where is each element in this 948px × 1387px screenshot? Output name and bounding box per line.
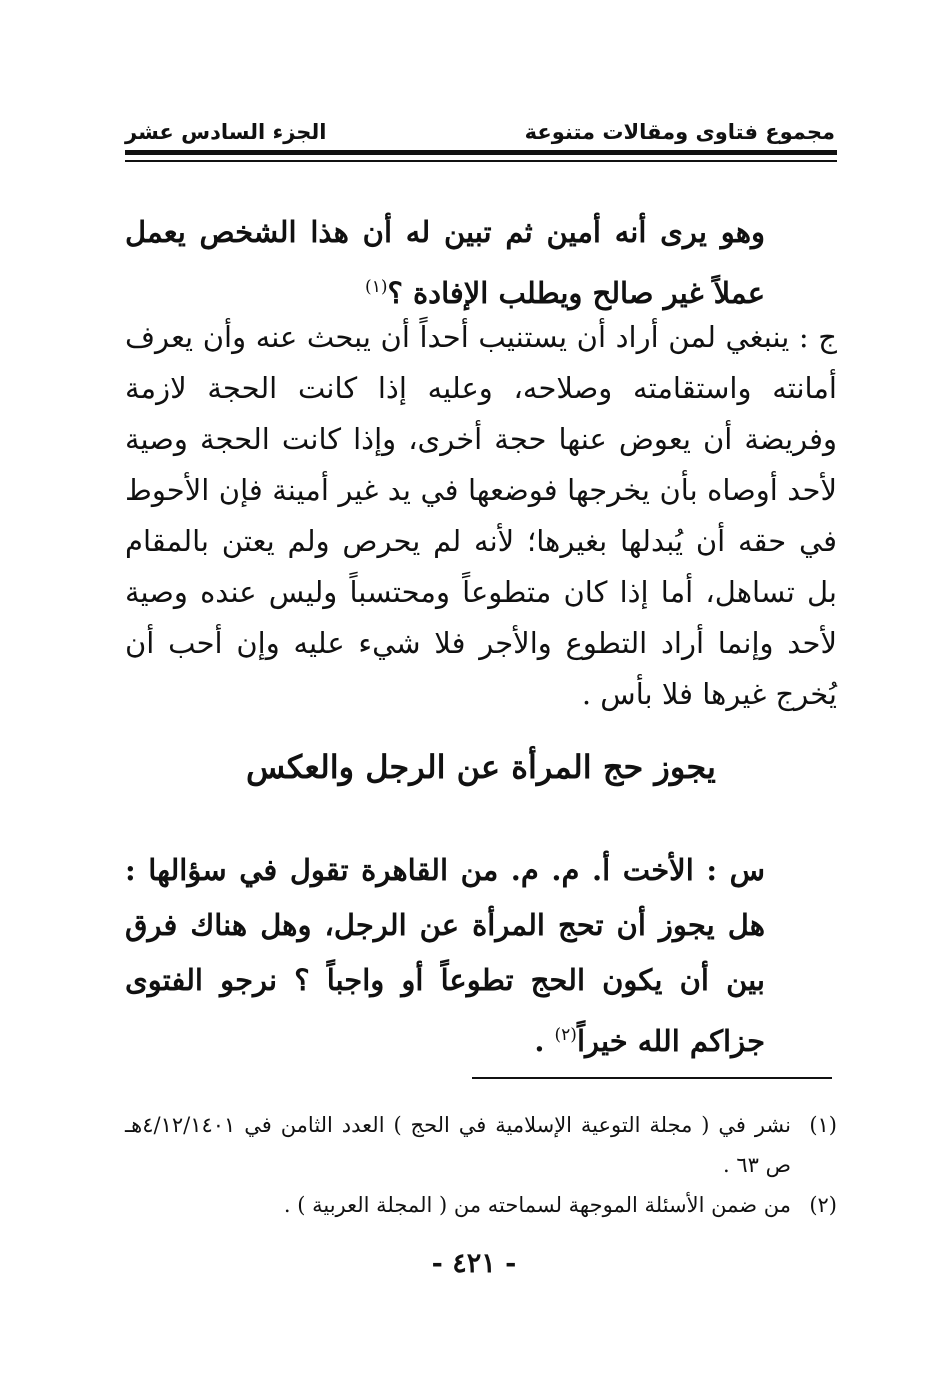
footnote-ref-1: (١) bbox=[365, 277, 388, 297]
footnotes bbox=[125, 1105, 837, 1225]
page-number: - ٤٢١ - bbox=[431, 1248, 517, 1279]
book-title: مجموع فتاوى ومقالات متنوعة bbox=[524, 120, 835, 144]
answer-1-text: ج : ينبغي لمن أراد أن يستنيب أحداً أن يبحث عنه وأن يعرف أمانته واستقامته وصلاحه، وعليه إذا كانت الحجة لازمة وفريضة أن يعوض عنها حجة أخرى، وإذا كانت الحجة وصية لأحد أوصاه بأن يخرجها فوضعها في يد غير أمينة فإن الأحوط في حقه أن يُبدلها بغيرها؛ لأنه لم يحرص ولم يعتن بالمقام بل تساهل، أما إذا كان متطوعاً ومحتسباً وليس عنده وصية لأحد وإنما أراد التطوع والأجر فلا شيء عليه وإن أحب أن يُخرج غيرها فلا بأس . bbox=[125, 320, 837, 711]
footnote-2-text: من ضمن الأسئلة الموجهة لسماحته من ( المجلة العربية ) . bbox=[283, 1193, 791, 1217]
question-2-end: . bbox=[534, 1024, 555, 1058]
volume-label: الجزء السادس عشر bbox=[125, 120, 327, 144]
footnote-separator bbox=[472, 1077, 832, 1079]
footnote-1-number: (١) bbox=[809, 1113, 837, 1137]
section-title: يجوز حج المرأة عن الرجل والعكس bbox=[246, 748, 716, 786]
page-header bbox=[125, 112, 835, 144]
answer-1 bbox=[125, 312, 837, 720]
question-1-text: وهو يرى أنه أمين ثم تبين له أن هذا الشخص يعمل عملاً غير صالح ويطلب الإفادة ؟ bbox=[125, 215, 765, 310]
question-2-text: س : الأخت أ. م. م. من القاهرة تقول في سؤالها : هل يجوز أن تحج المرأة عن الرجل، وهل هناك فرق بين أن يكون الحج تطوعاً أو واجباً ؟ نرجو الفتوى جزاكم الله خيراً bbox=[125, 853, 765, 1058]
question-1 bbox=[125, 205, 837, 321]
header-rule-thick bbox=[125, 150, 837, 155]
footnote-1 bbox=[125, 1105, 837, 1185]
header-rule-thin bbox=[125, 160, 837, 162]
footnote-ref-2: (٢) bbox=[554, 1025, 577, 1045]
footnote-1-text: نشر في ( مجلة التوعية الإسلامية في الحج ) العدد الثامن في ٤/١٢/١٤٠١هـ ص ٦٣ . bbox=[125, 1113, 791, 1177]
footnote-2-number: (٢) bbox=[809, 1193, 837, 1217]
question-2 bbox=[125, 843, 837, 1069]
footnote-2 bbox=[125, 1185, 837, 1225]
